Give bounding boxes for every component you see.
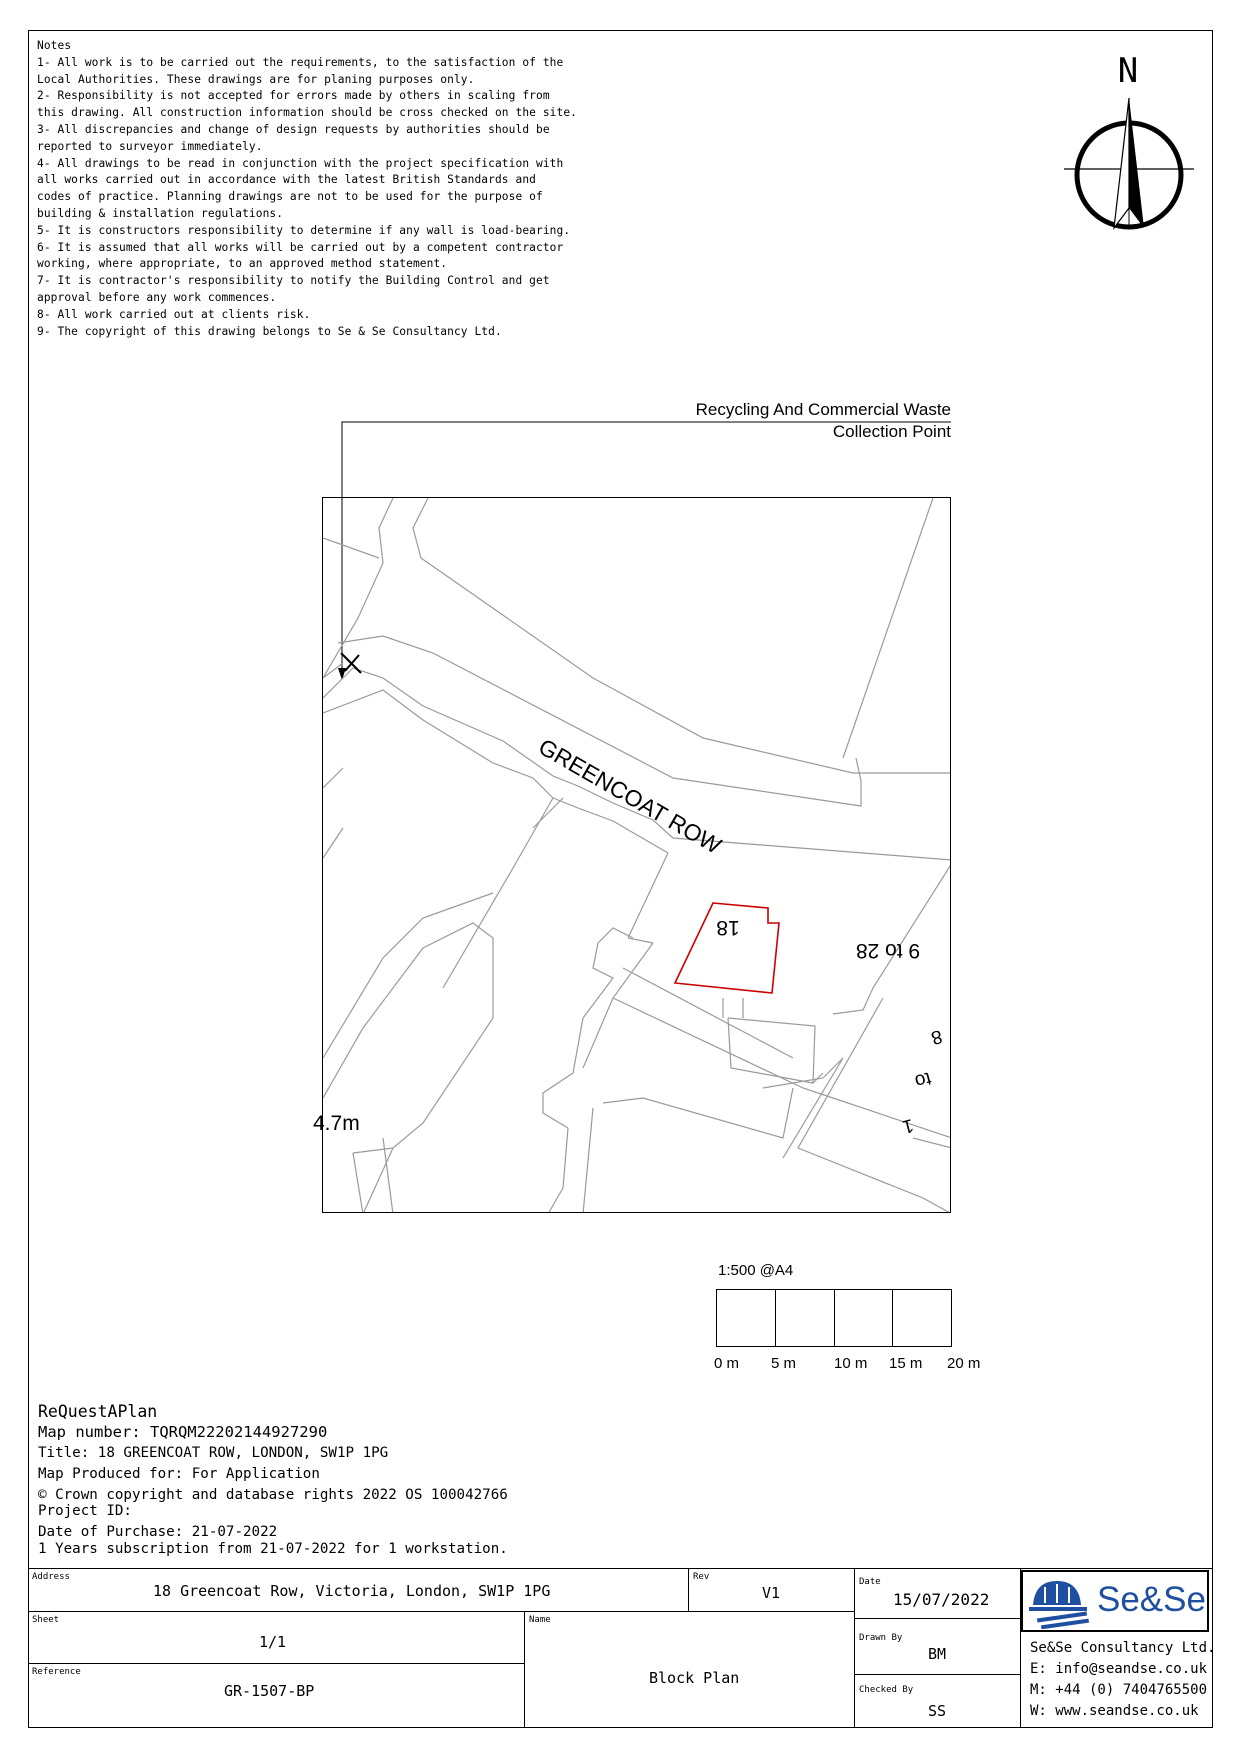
block-plan-map	[322, 497, 951, 1213]
note-line: Local Authorities. These drawings are for planing purposes only.	[37, 72, 475, 86]
company-email: E: info@seandse.co.uk	[1030, 1661, 1208, 1677]
helmet-icon	[1027, 1575, 1093, 1629]
name-value: Block Plan	[649, 1669, 740, 1687]
scale-segment	[893, 1290, 951, 1346]
note-line: 4- All drawings to be read in conjunction with the project specification with	[37, 156, 564, 170]
company-web: W: www.seandse.co.uk	[1030, 1703, 1199, 1719]
note-line: 1- All work is to be carried out the requirements, to the satisfaction of the	[37, 55, 564, 69]
checked-by-value: SS	[928, 1702, 947, 1720]
label-1: 1	[900, 1114, 916, 1138]
address-value: 18 Greencoat Row, Victoria, London, SW1P 1PG	[153, 1582, 551, 1600]
checked-by-cell	[854, 1674, 1020, 1728]
logo-text: Se&Se	[1097, 1580, 1206, 1619]
map-project-id: Project ID:	[38, 1503, 132, 1519]
note-line: 7- It is contractor's responsibility to notify the Building Control and get	[37, 274, 550, 288]
sheet-label: Sheet	[32, 1615, 60, 1625]
scale-segment	[776, 1290, 835, 1346]
map-title: Title: 18 GREENCOAT ROW, LONDON, SW1P 1PG	[38, 1445, 389, 1461]
note-line: reported to surveyor immediately.	[37, 139, 263, 153]
rev-value: V1	[762, 1584, 781, 1602]
map-number: Map number: TQRQM22202144927290	[38, 1423, 328, 1441]
rev-cell	[688, 1568, 854, 1611]
map-produced-for: Map Produced for: For Application	[38, 1466, 320, 1482]
reference-value: GR-1507-BP	[224, 1682, 315, 1700]
scale-segment	[835, 1290, 894, 1346]
drawn-by-cell	[854, 1618, 1020, 1674]
scale-label: 20 m	[947, 1355, 981, 1372]
map-copyright: © Crown copyright and database rights 2022 OS 100042766	[38, 1487, 508, 1503]
sheet-cell	[28, 1611, 524, 1663]
note-line: 5- It is constructors responsibility to determine if any wall is load-bearing.	[37, 223, 571, 237]
date-cell	[854, 1568, 1020, 1618]
scale-label: 5 m	[771, 1355, 797, 1372]
note-line: codes of practice. Planning drawings are not to be used for the purpose of	[37, 190, 543, 204]
map-date-of-purchase: Date of Purchase: 21-07-2022	[38, 1524, 278, 1540]
drawn-by-value: BM	[928, 1645, 947, 1663]
note-line: working, where appropriate, to an approved method statement.	[37, 257, 448, 271]
label-9-to-28: 9 to 28	[855, 939, 921, 962]
callout-line-1: Recycling And Commercial Waste	[695, 400, 951, 419]
label-8: 8	[928, 1025, 945, 1049]
note-line: 2- Responsibility is not accepted for errors made by others in scaling from	[37, 89, 550, 103]
note-line: approval before any work commences.	[37, 290, 277, 304]
note-line: 9- The copyright of this drawing belongs to Se & Se Consultancy Ltd.	[37, 324, 502, 338]
name-label: Name	[529, 1615, 551, 1625]
scale-title: 1:500 @A4	[718, 1262, 794, 1279]
map-subscription: 1 Years subscription from 21-07-2022 for 1 workstation.	[38, 1541, 508, 1557]
callout-line-2: Collection Point	[832, 422, 951, 441]
note-line: all works carried out in accordance with the latest British Standards and	[37, 173, 536, 187]
checked-by-label: Checked By	[859, 1685, 914, 1695]
address-cell	[28, 1568, 688, 1611]
scale-segment	[717, 1290, 776, 1346]
name-cell	[524, 1611, 854, 1728]
north-label: N	[1117, 51, 1139, 91]
date-value: 15/07/2022	[893, 1590, 990, 1609]
scale-label: 10 m	[834, 1355, 868, 1372]
address-label: Address	[32, 1572, 70, 1582]
spot-height: 4.7m	[313, 1112, 360, 1135]
street-name: GREENCOAT ROW	[534, 733, 726, 859]
note-line: 3- All discrepancies and change of design requests by authorities should be	[37, 122, 550, 136]
scale-label: 0 m	[714, 1355, 740, 1372]
note-line: building & installation regulations.	[37, 206, 284, 220]
note-line: 6- It is assumed that all works will be carried out by a competent contractor	[37, 240, 564, 254]
plot-label: 18	[716, 916, 740, 939]
notes-heading: Notes	[37, 39, 72, 52]
reference-label: Reference	[32, 1667, 81, 1677]
scale-bar	[716, 1289, 952, 1347]
map-provider: ReQuestAPlan	[38, 1402, 158, 1421]
note-line: 8- All work carried out at clients risk.	[37, 307, 311, 321]
date-label: Date	[859, 1577, 881, 1587]
sheet-value: 1/1	[259, 1633, 287, 1651]
north-arrow-icon	[1062, 50, 1202, 240]
company-logo	[1021, 1570, 1209, 1632]
scale-label: 15 m	[889, 1355, 923, 1372]
company-name: Se&Se Consultancy Ltd.	[1030, 1640, 1216, 1656]
rev-label: Rev	[693, 1572, 710, 1582]
company-phone: M: +44 (0) 7404765500	[1030, 1682, 1208, 1698]
label-to: to	[912, 1067, 934, 1092]
notes-block	[37, 38, 597, 340]
reference-cell	[28, 1663, 524, 1728]
note-line: this drawing. All construction information should be cross checked on the site.	[37, 106, 577, 120]
drawn-by-label: Drawn By	[859, 1633, 903, 1643]
